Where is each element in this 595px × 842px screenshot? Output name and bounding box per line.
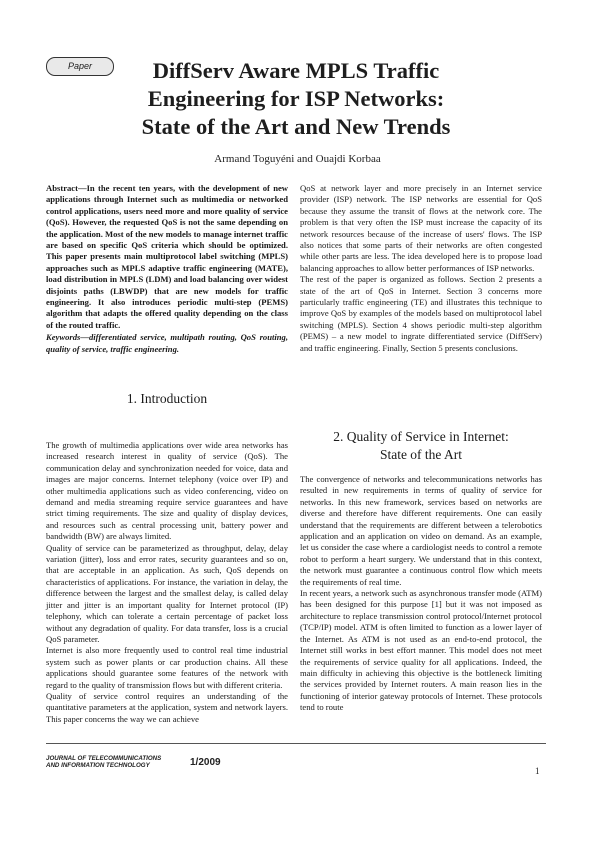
- journal-line-2: AND INFORMATION TECHNOLOGY: [46, 762, 150, 769]
- paragraph: The growth of multimedia applications over wide area networks has increased research interest in quality of service (QoS). The communication delay and synchronization needed for voice, data and images are major concerns. Internet telephony (voice over IP) and other multimedia applications such as video conferencing, video on demand and media streaming require service guarantees and have strict timing requirements. The size and quality of display devices, and resources such as central processing unit, battery power and bandwidth (BW) are always limited.: [46, 440, 288, 542]
- paragraph: Internet is also more frequently used to control real time industrial system such as power plants or car production chains. All these applications should guarantee some features of the network with regard to the quality of transmission flows but with different criteria.: [46, 645, 288, 690]
- section-2-heading: [300, 428, 542, 464]
- journal-name: [46, 755, 196, 769]
- paragraph: The convergence of networks and telecommunications networks has resulted in new requirements in terms of quality of service for networks. In this new framework, services based on networks are diverse and therefore have different requirements. One can easily understand that the requirements are different between a telerobotics application and an application on video on demand. As an example, let us consider the case where a cardiologist needs to control a remote robot to perform a heart surgery. We understand that in this context, the network must guarantee a continuous control flow which meets the requirements of real time.: [300, 474, 542, 587]
- footer-rule: [46, 743, 546, 744]
- journal-line-1: JOURNAL OF TELECOMMUNICATIONS: [46, 755, 162, 762]
- section-2-body: [300, 474, 542, 714]
- paragraph: QoS at network layer and more precisely in an Internet service provider (ISP) network. The ISP networks are essential for QoS because they assume the transit of flows at the network core. The problem is that very often the ISP must increase the capacity of its network resources because of the increase of users' flows. The ISP also notices that some parts of their networks are often congested while other parts are less. The idea developed here is to propose load balancing approaches to allow better performances of ISP networks.: [300, 183, 542, 273]
- section-1-heading: 1. Introduction: [126, 391, 208, 406]
- paper-type-badge: Paper: [46, 57, 114, 76]
- issue-number: 1/2009: [190, 757, 221, 768]
- title-line-1: DiffServ Aware MPLS Traffic: [152, 58, 440, 83]
- paragraph: The rest of the paper is organized as follows. Section 2 presents a state of the art of QoS in Internet. Section 3 concerns more particularly traffic engineering (TE) and illustrates this technique to improve QoS by examples of the models based on multiprotocol label switching (MPLS). Section 4 shows periodic multi-step algorithm (PEMS) – a new model to ingrate differentiated service (DiffServ) and traffic engineering. Finally, Section 5 presents conclusions.: [300, 274, 542, 353]
- paragraph: In recent years, a network such as asynchronous transfer mode (ATM) has been designed for this purpose [1] but it was not imposed as architecture to replace transmission control protocol/Internet protocol (TCP/IP) model. ATM is often limited to function as a lower layer of the Internet. As ATM is not used as an end-to-end protocol, the Internet still works in best effort manner. This model does not meet the requirements of service quality for all applications. Indeed, the main difficulty in achieving this objective is the bottleneck limiting the services provided by Internet routers. A main reason lies in the functioning of interior gateway protocols of Internet. These protocols tend to route: [300, 588, 542, 713]
- page-number: 1: [535, 766, 540, 776]
- keywords: Keywords—differentiated service, multipath routing, QoS routing, quality of service, traffic engineering.: [46, 332, 288, 354]
- abstract: Abstract—In the recent ten years, with the development of new applications through Internet such as multimedia or networked control applications, users need more and more quality of service (QoS). However, the requested QoS is not the same depending on the application. Most of the new models to manage internet traffic are based on specific QoS criteria which should be optimized. This paper presents main multiprotocol label switching (MPLS) approaches such as MPLS adaptive traffic engineering (MATE), load distribution in MPLS (LDM) and load balancing over widest disjoints paths (LBWDP) that are new models for traffic engineering. It also introduces periodic multi-step (PEMS) algorithm that adapts the offered quality depending on the class of the routed traffic.: [46, 183, 288, 330]
- abstract-block: [46, 183, 288, 355]
- paper-title: [96, 57, 496, 141]
- authors: Armand Toguyéni and Ouajdi Korbaa: [214, 153, 381, 165]
- section-2-heading-line-1: 2. Quality of Service in Internet:: [333, 429, 509, 444]
- paragraph: Quality of service control requires an understanding of the quantitative parameters at the application, system and network layers. This paper concerns the way we can achieve: [46, 690, 288, 724]
- title-line-3: State of the Art and New Trends: [141, 114, 451, 139]
- title-line-2: Engineering for ISP Networks:: [147, 86, 445, 111]
- intro-continued: [300, 183, 542, 354]
- paragraph: Quality of service can be parameterized as throughput, delay, delay variation (jitter), loss and error rates, security guarantees and so on, that are acceptable in an application. As such, QoS depends on characteristics of applications. For instance, the variation in delay, the difference between the largest and the smallest delay, is called delay jitter and jitter is an important quality for Internet protocol (IP) telephony, which can tolerate a certain percentage of packet loss without any degradation of quality. For data transfer, loss is a crucial QoS parameter.: [46, 542, 288, 644]
- section-1-body: [46, 440, 288, 725]
- section-2-heading-line-2: State of the Art: [379, 447, 463, 462]
